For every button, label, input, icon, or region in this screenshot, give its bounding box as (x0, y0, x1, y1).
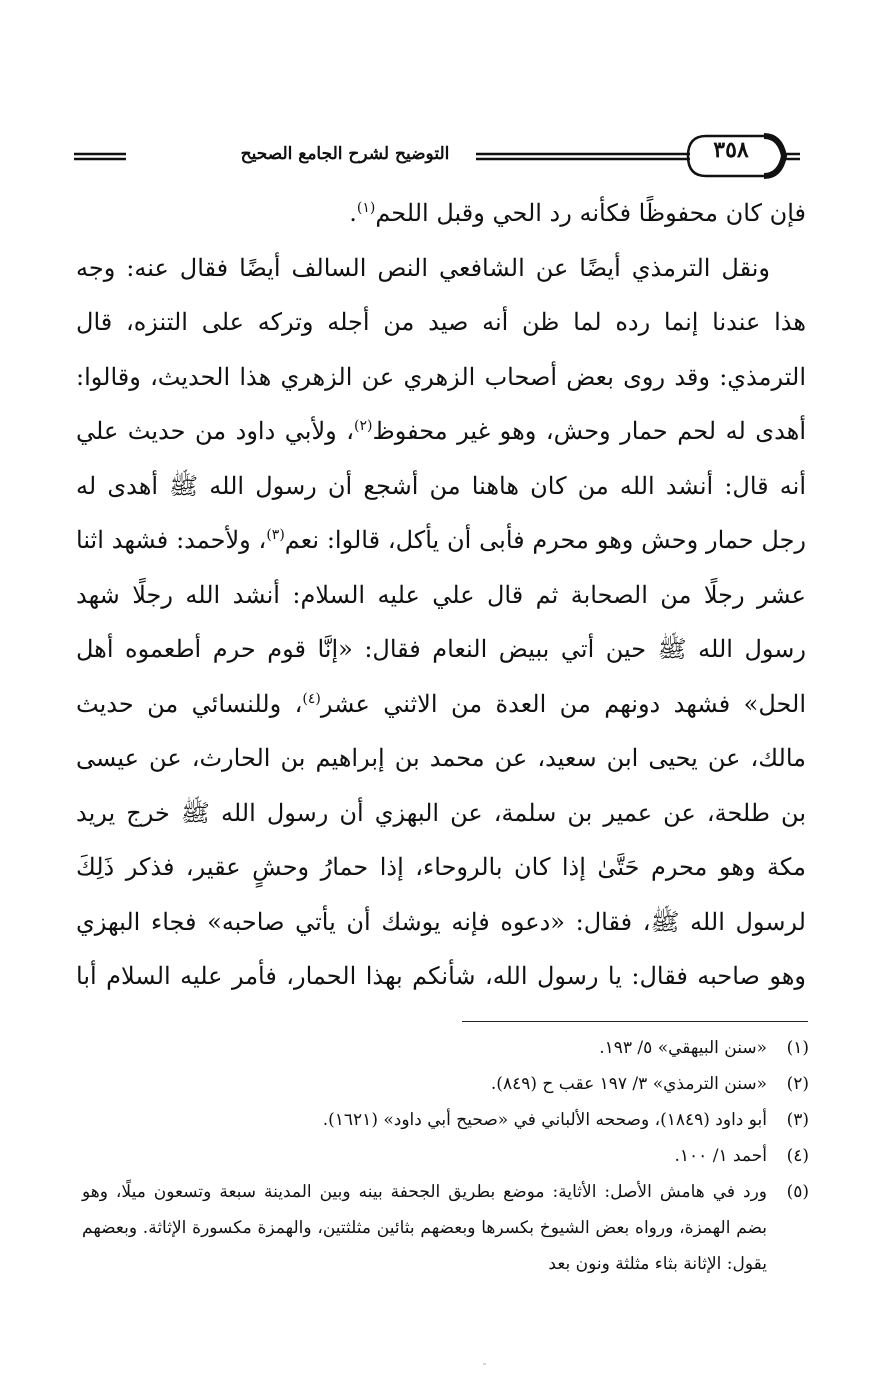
text-run: ، وللنسائي من حديث مالك، عن يحيى ابن سعيد، عن محمد بن إبراهيم بن الحارث، عن عيسى بن طلحة، عن عمير بن سلمة، عن البهزي أن رسول الله ﷺ خرج يريد مكة وهو محرم حَتَّىٰ إذا كان بالروحاء، إذا حمارُ وحشٍ عقير، فذكر ذَلِكَ لرسول الله ﷺ، فقال: «دعوه فإنه يوشك أن يأتي صاحبه» فجاء البهزي وهو صاحبه فقال: يا رسول الله، شأنكم بهذا الحمار، فأمر عليه السلام أبا (76, 689, 806, 990)
footnote-number: (٤) (786, 1146, 809, 1166)
footnote (82, 1066, 809, 1102)
text-run: . (349, 199, 357, 227)
footnote-separator (462, 1021, 808, 1022)
page-number: ٣٥٨ (713, 137, 749, 163)
footnote-number: (١) (786, 1038, 809, 1058)
text-run: فإن كان محفوظًا فكأنه رد الحي وقبل اللحم (375, 199, 806, 227)
text-run: ونقل الترمذي أيضًا عن الشافعي النص السالف أيضًا فقال عنه: وجه هذا عندنا إنما رده لما ظن أنه صيد من أجله وتركه على التنزه، قال الترمذي: وقد روى بعض أصحاب الزهري عن الزهري هذا الحديث، وقالوا: أهدى له لحم حمار وحش، وهو غير محفوظ (76, 253, 806, 445)
text-run: ، ولأحمد: فشهد اثنا عشر رجلًا من الصحابة ثم قال علي عليه السلام: أنشد الله رجلًا شهد رسول الله ﷺ حين أتي ببيض النعام فقال: «إنَّا قوم حرم أطعموه أهل الحل» فشهد دونهم من العدة من الاثني عشر (76, 526, 806, 718)
footnote (82, 1174, 809, 1282)
footnote-ref: (١) (356, 200, 376, 216)
running-title: التوضيح لشرح الجامع الصحيح (214, 144, 476, 164)
footnote (82, 1138, 809, 1174)
footnotes (82, 1030, 809, 1282)
footnote-ref: (٣) (266, 527, 285, 543)
paragraph (76, 186, 806, 241)
paragraph (76, 241, 806, 1017)
main-text (76, 186, 806, 1016)
footnote-text: «سنن البيهقي» ٥/ ١٩٣. (599, 1038, 767, 1058)
footnote-number: (٥) (786, 1182, 809, 1202)
text-run: ، ولأبي داود من حديث علي أنه قال: أنشد الله من كان هاهنا من أشجع أن رسول الله ﷺ أهدى له رجل حمار وحش وهو محرم فأبى أن يأكل، قالوا: نعم (76, 417, 806, 554)
footnote-ref: (٤) (302, 690, 321, 707)
scan-speck (483, 1363, 486, 1365)
footnote (82, 1102, 809, 1138)
footnote-text: أبو داود (١٨٤٩)، وصححه الألباني في «صحيح أبي داود» (١٦٢١). (322, 1110, 767, 1130)
footnote-text: «سنن الترمذي» ٣/ ١٩٧ عقب ح (٨٤٩). (490, 1074, 767, 1094)
footnote-text: ورد في هامش الأصل: الأثاية: موضع بطريق الجحفة بينه وبين المدينة سبعة وتسعون ميلًا، وهو بضم الهمزة، ورواه بعض الشيوخ بكسرها وبعضهم بثائين مثلثتين، والهمزة مكسورة الإثاثة. وبعضهم يقول: الإثانة بثاء مثلثة ونون بعد (82, 1182, 767, 1274)
footnote-ref: (٢) (354, 418, 373, 434)
footnote-number: (٢) (786, 1074, 809, 1094)
footnote-text: أحمد ١/ ١٠٠. (674, 1146, 767, 1166)
footnote-number: (٣) (786, 1110, 809, 1130)
page-header (74, 124, 800, 184)
footnote (82, 1030, 809, 1066)
